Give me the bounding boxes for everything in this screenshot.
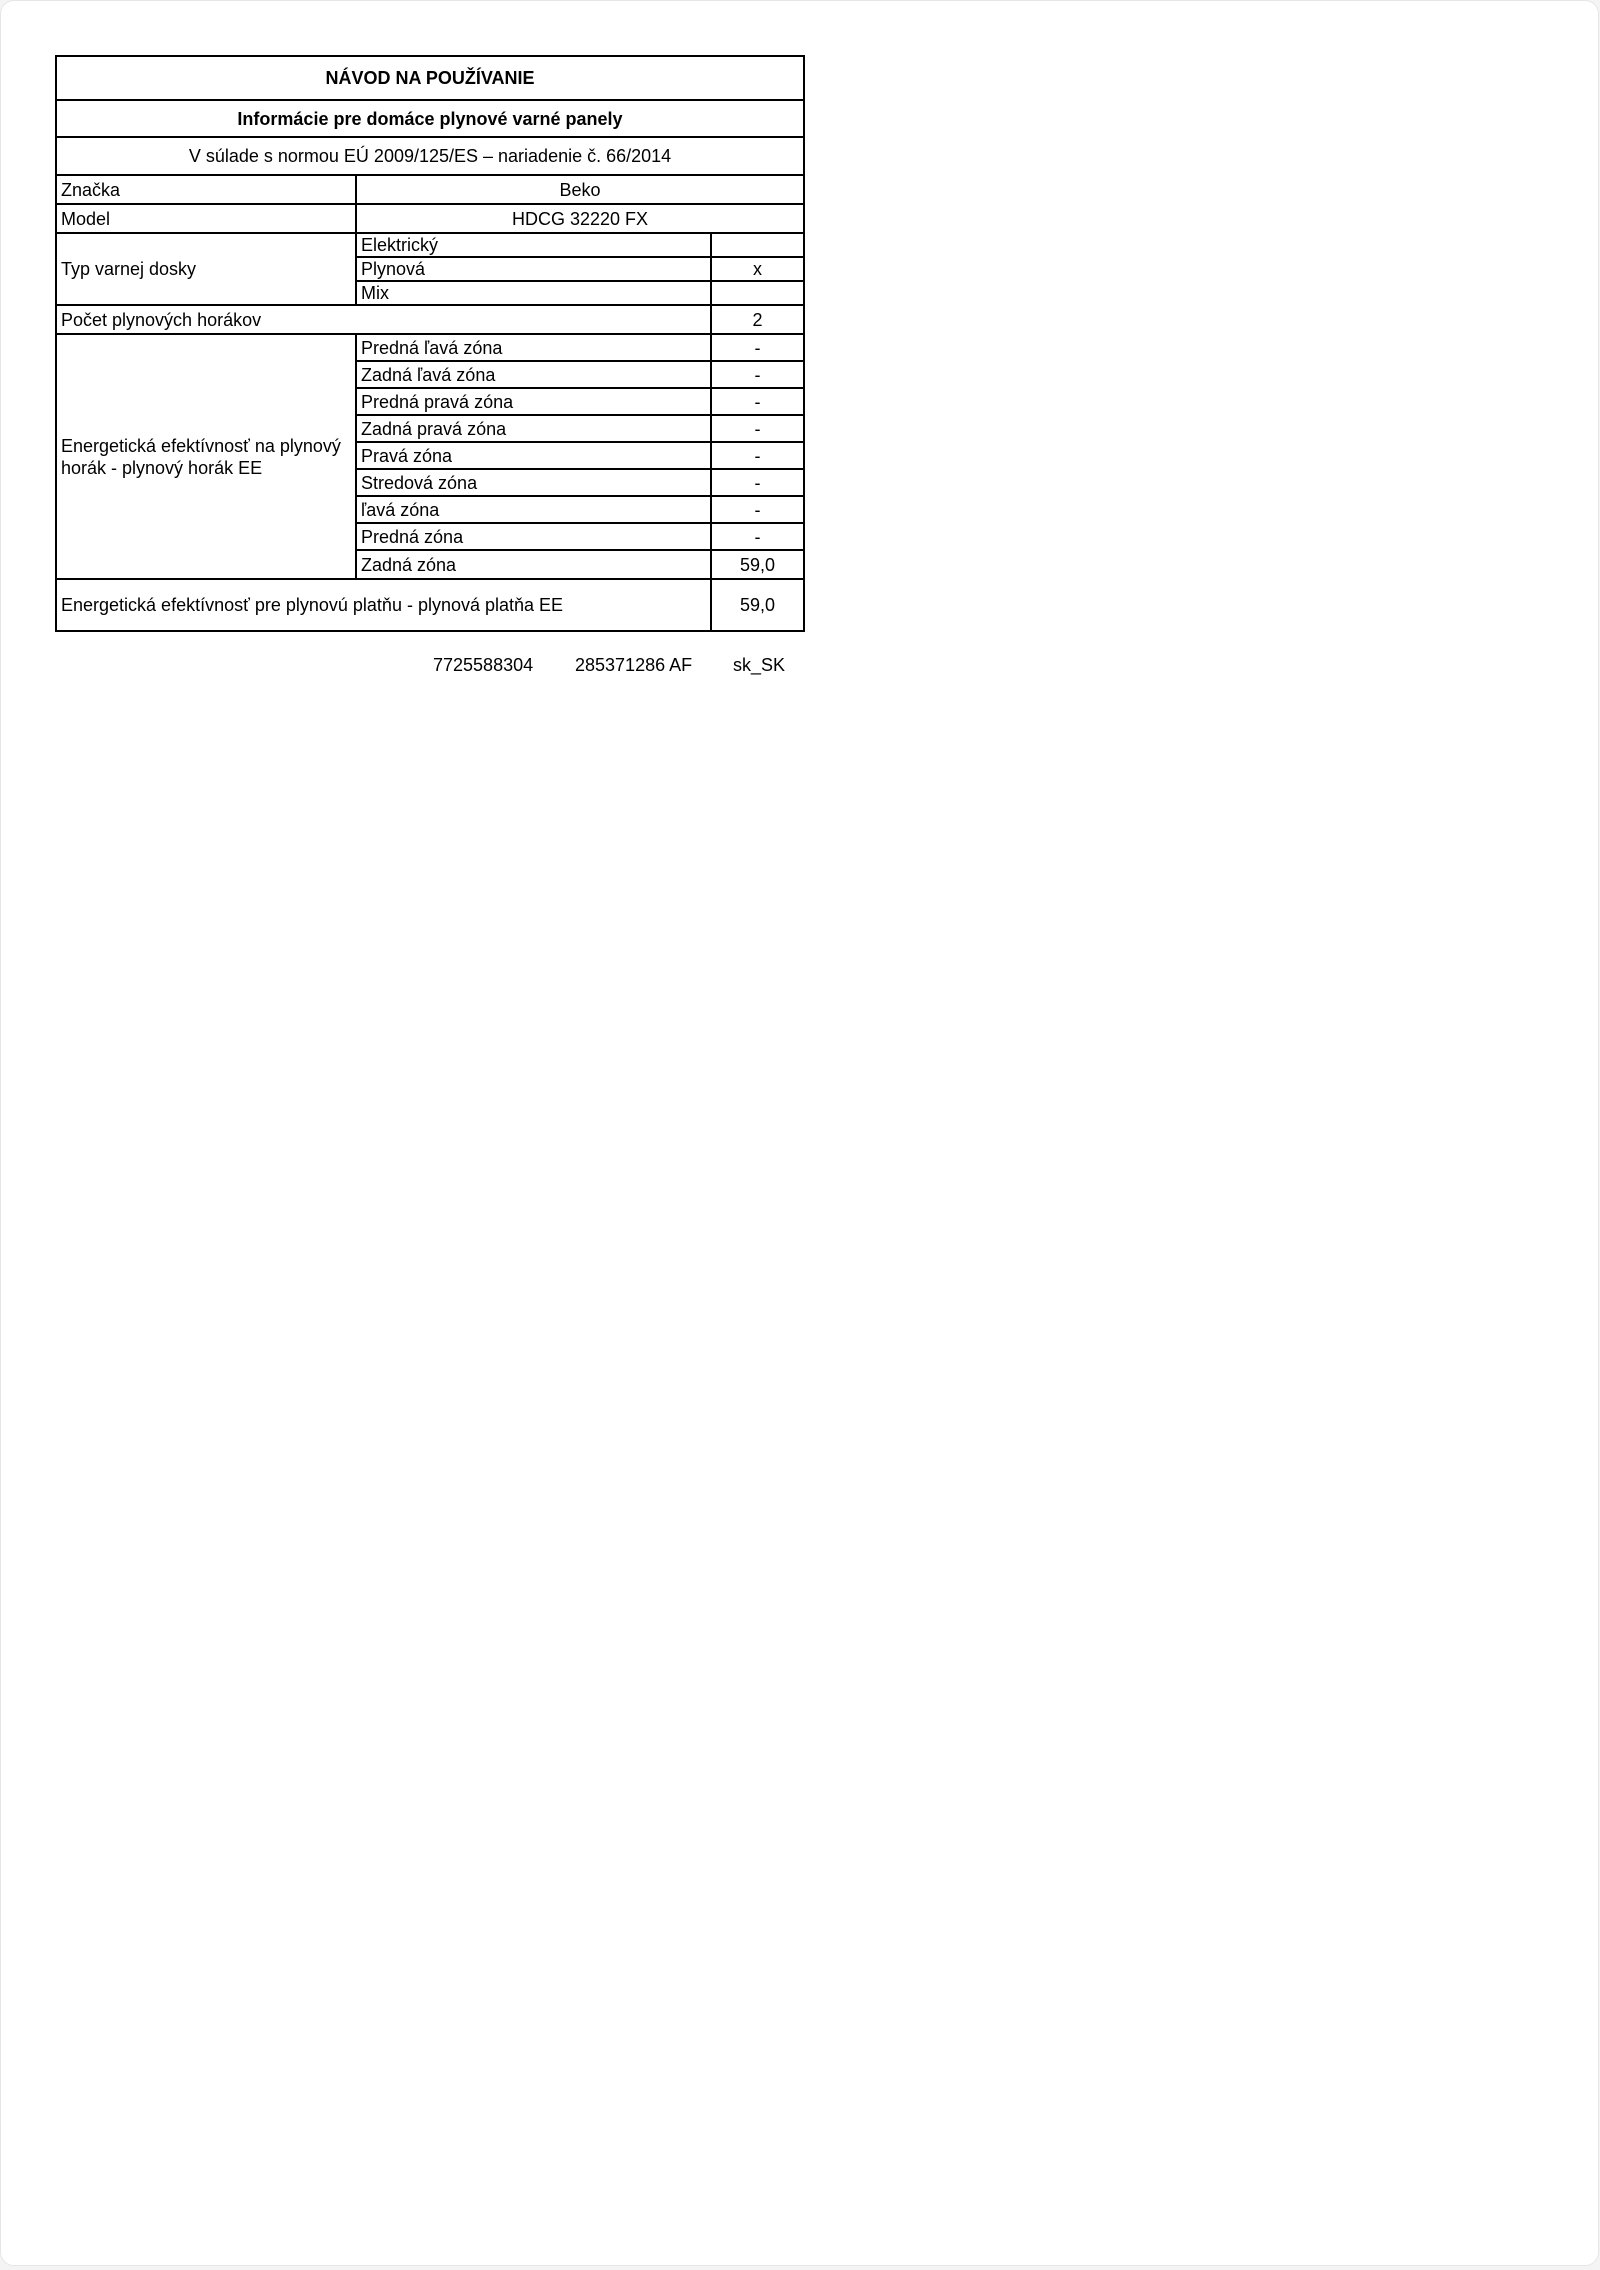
hob-type-value-gas: x xyxy=(711,257,804,281)
zone-label: Predná pravá zóna xyxy=(356,388,711,415)
document-footer xyxy=(55,655,803,681)
zone-value: - xyxy=(711,469,804,496)
zone-label: ľavá zóna xyxy=(356,496,711,523)
zone-value: - xyxy=(711,415,804,442)
footer-code-1: 7725588304 xyxy=(433,655,534,675)
burner-count-value: 2 xyxy=(711,305,804,334)
zone-label: Zadná ľavá zóna xyxy=(356,361,711,388)
zone-value: - xyxy=(711,523,804,550)
hob-type-value-electric xyxy=(711,233,804,257)
hob-type-option-electric: Elektrický xyxy=(356,233,711,257)
burner-efficiency-label: Energetická efektívnosť na plynový horák - plynový horák EE xyxy=(56,334,356,579)
document-subtitle: Informácie pre domáce plynové varné panely xyxy=(56,100,804,137)
product-info-table xyxy=(55,55,805,632)
zone-label: Pravá zóna xyxy=(356,442,711,469)
zone-value: - xyxy=(711,388,804,415)
zone-label: Stredová zóna xyxy=(356,469,711,496)
model-label: Model xyxy=(56,204,356,233)
zone-value: - xyxy=(711,334,804,361)
zone-value: - xyxy=(711,361,804,388)
zone-value: - xyxy=(711,496,804,523)
hob-type-option-mix: Mix xyxy=(356,281,711,305)
footer-locale: sk_SK xyxy=(733,655,786,675)
zone-value: - xyxy=(711,442,804,469)
footer-code-2: 285371286 AF xyxy=(575,655,693,675)
zone-label: Predná ľavá zóna xyxy=(356,334,711,361)
zone-label: Zadná pravá zóna xyxy=(356,415,711,442)
hob-type-label: Typ varnej dosky xyxy=(56,233,356,305)
model-value: HDCG 32220 FX xyxy=(356,204,804,233)
burner-count-label: Počet plynových horákov xyxy=(56,305,711,334)
brand-value: Beko xyxy=(356,175,804,204)
norm-statement: V súlade s normou EÚ 2009/125/ES – nariadenie č. 66/2014 xyxy=(56,137,804,175)
zone-value: 59,0 xyxy=(711,550,804,579)
zone-label: Predná zóna xyxy=(356,523,711,550)
hob-efficiency-value: 59,0 xyxy=(711,579,804,631)
hob-type-option-gas: Plynová xyxy=(356,257,711,281)
hob-type-value-mix xyxy=(711,281,804,305)
document-title: NÁVOD NA POUŽÍVANIE xyxy=(56,56,804,100)
brand-label: Značka xyxy=(56,175,356,204)
hob-efficiency-label: Energetická efektívnosť pre plynovú platňu - plynová platňa EE xyxy=(56,579,711,631)
zone-label: Zadná zóna xyxy=(356,550,711,579)
